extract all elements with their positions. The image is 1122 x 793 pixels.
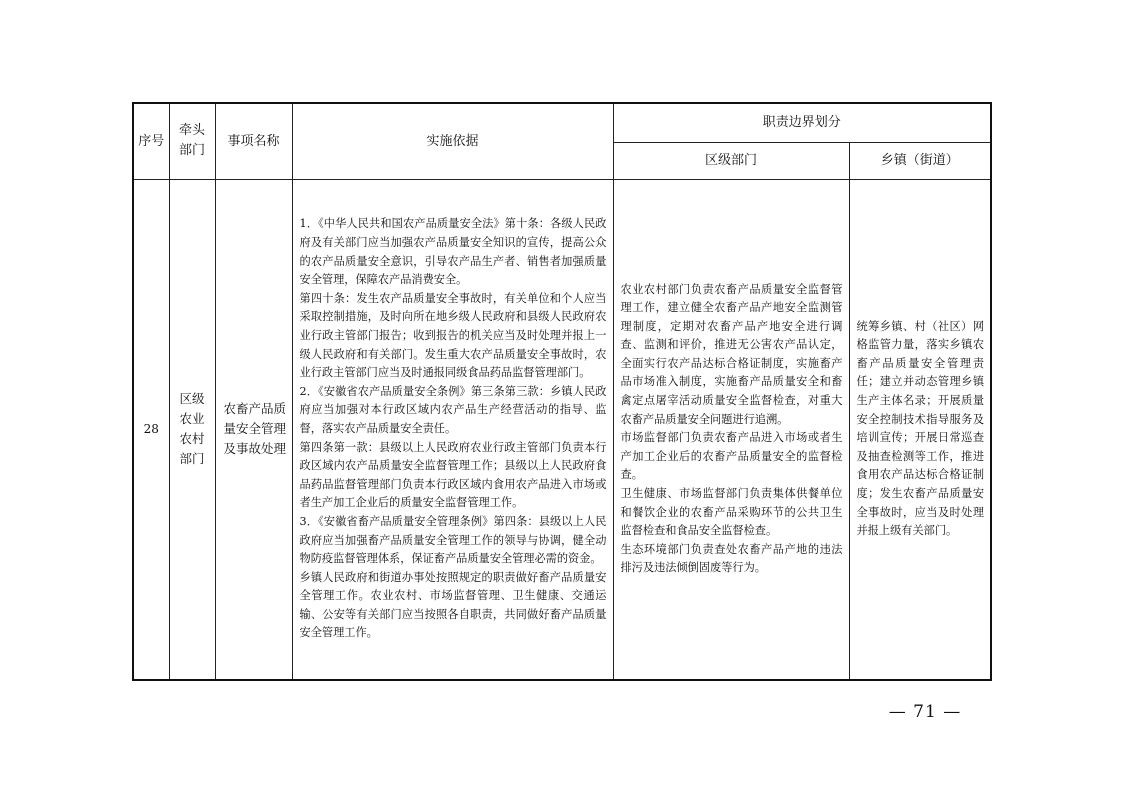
cell-dept [169,179,215,680]
cell-seq: 28 [133,179,169,680]
header-item: 事项名称 [215,103,292,179]
header-seq: 序号 [133,103,169,179]
cell-dept-text: 区级农业农村部门 [179,391,205,467]
cell-item: 农畜产品质量安全管理及事故处理 [215,179,292,680]
header-township: 乡镇（街道） [849,142,991,179]
header-responsibility: 职责边界划分 [613,103,991,142]
basis-paragraph: 第四条第一款：县级以上人民政府农业行政主管部门负责本行政区域内农产品质量安全监督管理工作；县级以上人民政府食品药品监督管理部门负责本行政区域内食用农产品进入市场或者生产加工企业后的质量安全监督管理工作。 [299,440,607,510]
district-paragraph: 卫生健康、市场监督部门负责集体供餐单位和餐饮企业的农畜产品采购环节的公共卫生监督检查和食品安全监督检查。 [620,487,843,538]
basis-paragraph: 2．《安徽省农产品质量安全条例》第三条第三款：乡镇人民政府应当加强对本行政区域内农产品生产经营活动的指导、监督，落实农产品质量安全责任。 [299,384,607,435]
cell-basis [292,179,613,680]
cell-township [849,179,991,680]
basis-paragraph: 第四十条：发生农产品质量安全事故时，有关单位和个人应当采取控制措施，及时向所在地乡级人民政府和县级人民政府农业行政主管部门报告；收到报告的机关应当及时处理并报上一级人民政府和有关部门。发生重大农产品质量安全事故时，农业行政主管部门应当及时通报同级食品药品监督管理部门。 [299,291,607,380]
district-paragraph: 农业农村部门负责农畜产品质量安全监督管理工作，建立健全农畜产品产地安全监测管理制度，定期对农畜产品产地安全进行调查、监测和评价，推进无公害农产品认定，全面实行农产品达标合格证制度，实施畜产品市场准入制度，实施畜产品质量安全和畜禽定点屠宰活动质量安全监督检查，对重大农畜产品质量安全问题进行追溯。 [620,282,843,426]
responsibility-table [132,102,992,681]
district-paragraph: 生态环境部门负责查处农畜产品产地的违法排污及违法倾倒固废等行为。 [620,542,843,575]
header-dept-text: 牵头部门 [178,123,205,159]
basis-paragraph: 乡镇人民政府和街道办事处按照规定的职责做好畜产品质量安全管理工作。农业农村、市场监督管理、卫生健康、交通运输、公安等有关部门应当按照各自职责，共同做好畜产品质量安全管理工作。 [299,570,607,640]
header-district: 区级部门 [613,142,849,179]
basis-paragraph: 1．《中华人民共和国农产品质量安全法》第十条：各级人民政府及有关部门应当加强农产品质量安全知识的宣传，提高公众的农产品质量安全意识，引导农产品生产者、销售者加强质量安全管理，保障农产品消费安全。 [299,217,607,287]
table-row [133,179,991,680]
basis-paragraph: 3．《安徽省畜产品质量安全管理条例》第四条：县级以上人民政府应当加强畜产品质量安全管理工作的领导与协调，健全动物防疫监督管理体系，保证畜产品质量安全管理必需的资金。 [299,514,607,566]
header-dept [169,103,215,179]
cell-district [613,179,849,680]
page-number: — 71 — [888,702,962,722]
district-paragraph: 市场监督部门负责农畜产品进入市场或者生产加工企业后的农畜产品质量安全的监督检查。 [620,431,843,482]
header-basis: 实施依据 [292,103,613,179]
township-paragraph: 统筹乡镇、村（社区）网格监管力量，落实乡镇农畜产品质量安全管理责任；建立并动态管理乡镇生产主体名录；开展质量安全控制技术指导服务及培训宣传；开展日常巡查及抽查检测等工作，推进食用农产品达标合格证制度；发生农畜产品质量安全事故时，应当及时处理并报上级有关部门。 [856,319,985,538]
